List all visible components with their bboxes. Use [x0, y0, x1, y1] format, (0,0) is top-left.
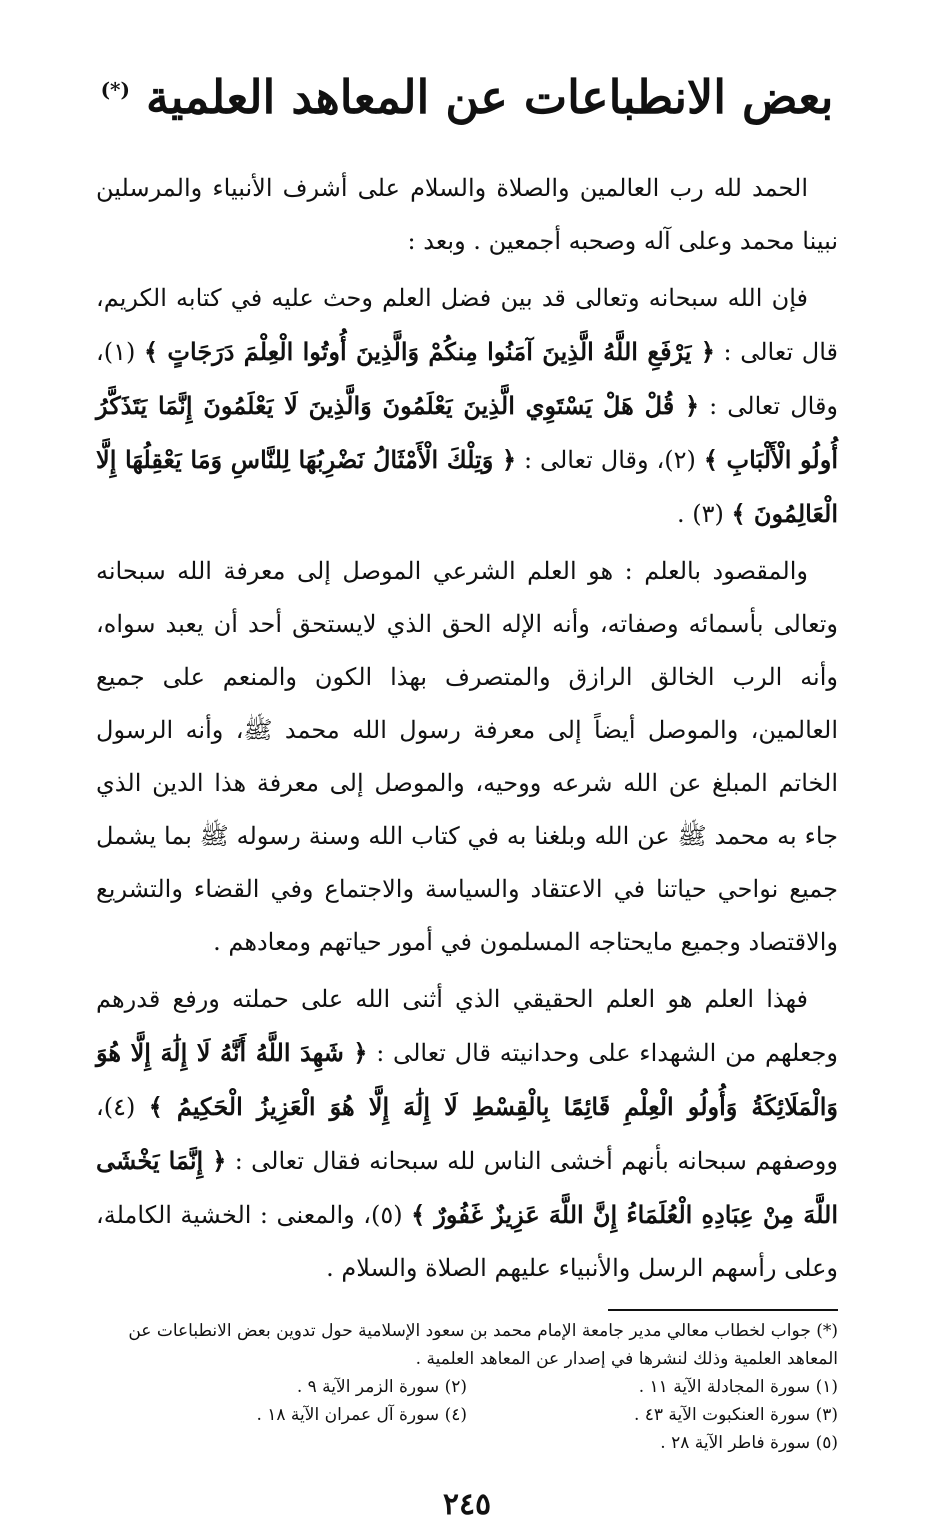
paragraph-true-knowledge: [96, 973, 838, 1295]
footnote-5: (٥) سورة فاطر الآية ٢٨ .: [660, 1433, 838, 1453]
footnote-3: (٣) سورة العنكبوت الآية ٤٣ .: [633, 1405, 838, 1425]
page-title: [96, 70, 838, 124]
footnote-4: (٤) سورة آل عمران الآية ١٨ .: [256, 1405, 467, 1425]
text-run: (٥)، والمعنى : الخشية الكاملة، وعلى رأسهم الرسل والأنبياء عليهم الصلاة والسلام .: [96, 1201, 838, 1282]
text-run: (٢)، وقال تعالى :: [523, 446, 696, 474]
footnote-grid: [96, 1373, 838, 1457]
footnote-divider: [608, 1309, 838, 1311]
paragraph-virtue-of-knowledge: [96, 272, 838, 541]
paragraph-intro: الحمد لله رب العالمين والصلاة والسلام على أشرف الأنبياء والمرسلين نبينا محمد وعلى آله وصحبه أجمعين . وبعد :: [96, 174, 838, 255]
footnotes: [96, 1317, 838, 1457]
text-run: (٣) .: [676, 500, 724, 528]
page-number: ٢٤٥: [442, 1487, 492, 1522]
footnote-star: (*) جواب لخطاب معالي مدير جامعة الإمام محمد بن سعود الإسلامية حول تدوين بعض الانطباعات عن المعاهد العلمية وذلك لنشرها في إصدار عن المعاهد العلمية .: [128, 1321, 838, 1369]
quran-verse: ﴿ يَرْفَعِ اللَّهُ الَّذِينَ آمَنُوا مِنكُمْ وَالَّذِينَ أُوتُوا الْعِلْمَ دَرَجَاتٍ ﴾: [144, 337, 715, 366]
quran-verse: ﴿ شَهِدَ اللَّهُ أَنَّهُ لَا إِلَٰهَ إِلَّا هُوَ وَالْمَلَائِكَةُ وَأُولُو الْعِلْمِ قَائِمًا بِالْقِسْطِ لَا إِلَٰهَ إِلَّا هُوَ الْعَزِيزُ الْحَكِيمُ ﴾: [96, 1038, 838, 1121]
text-run: فإن الله سبحانه وتعالى قد بين فضل العلم وحث عليه في كتابه الكريم، قال تعالى :: [96, 284, 838, 366]
text-run: (٤)، ووصفهم سبحانه بأنهم أخشى الناس لله سبحانه فقال تعالى :: [96, 1093, 838, 1175]
text-run: (١)، وقال تعالى :: [96, 338, 839, 420]
title-footnote-mark: (*): [100, 77, 130, 102]
paragraph-meaning-of-knowledge: والمقصود بالعلم : هو العلم الشرعي الموصل إلى معرفة الله سبحانه وتعالى بأسمائه وصفاته، وأنه الإله الحق الذي لايستحق أحد أن يعبد سواه، وأنه الرب الخالق الرازق والمتصرف بهذا الكون والمنعم على جميع العالمين، والموصل أيضاً إلى معرفة رسول الله محمد ﷺ، وأنه الرسول الخاتم المبلغ عن الله شرعه ووحيه، والموصل إلى معرفة هذا الدين الذي جاء به محمد ﷺ عن الله وبلغنا به في كتاب الله وسنة رسوله ﷺ بما يشمل جميع نواحي حياتنا في الاعتقاد والسياسة والاجتماع وفي القضاء والتشريع والاقتصاد وجميع مايحتاجه المسلمون في أمور حياتهم ومعادهم .: [96, 557, 838, 956]
footnote-1: (١) سورة المجادلة الآية ١١ .: [638, 1377, 838, 1397]
footnote-2: (٢) سورة الزمر الآية ٩ .: [296, 1377, 467, 1397]
text-run: فهذا العلم هو العلم الحقيقي الذي أثنى الله على حملته ورفع قدرهم وجعلهم من الشهداء على وحدانيته قال تعالى :: [96, 985, 838, 1067]
title-text: بعض الانطباعات عن المعاهد العلمية: [145, 70, 834, 124]
quran-verse: ﴿ قُلْ هَلْ يَسْتَوِي الَّذِينَ يَعْلَمُونَ وَالَّذِينَ لَا يَعْلَمُونَ إِنَّمَا يَتَذَكَّرُ أُولُو الْأَلْبَابِ ﴾: [96, 391, 838, 474]
quran-verse: ﴿ وَتِلْكَ الْأَمْثَالُ نَضْرِبُهَا لِلنَّاسِ وَمَا يَعْقِلُهَا إِلَّا الْعَالِمُونَ ﴾: [96, 445, 838, 528]
quran-verse: ﴿ إِنَّمَا يَخْشَى اللَّهَ مِنْ عِبَادِهِ الْعُلَمَاءُ إِنَّ اللَّهَ عَزِيزٌ غَفُورٌ ﴾: [96, 1146, 838, 1229]
